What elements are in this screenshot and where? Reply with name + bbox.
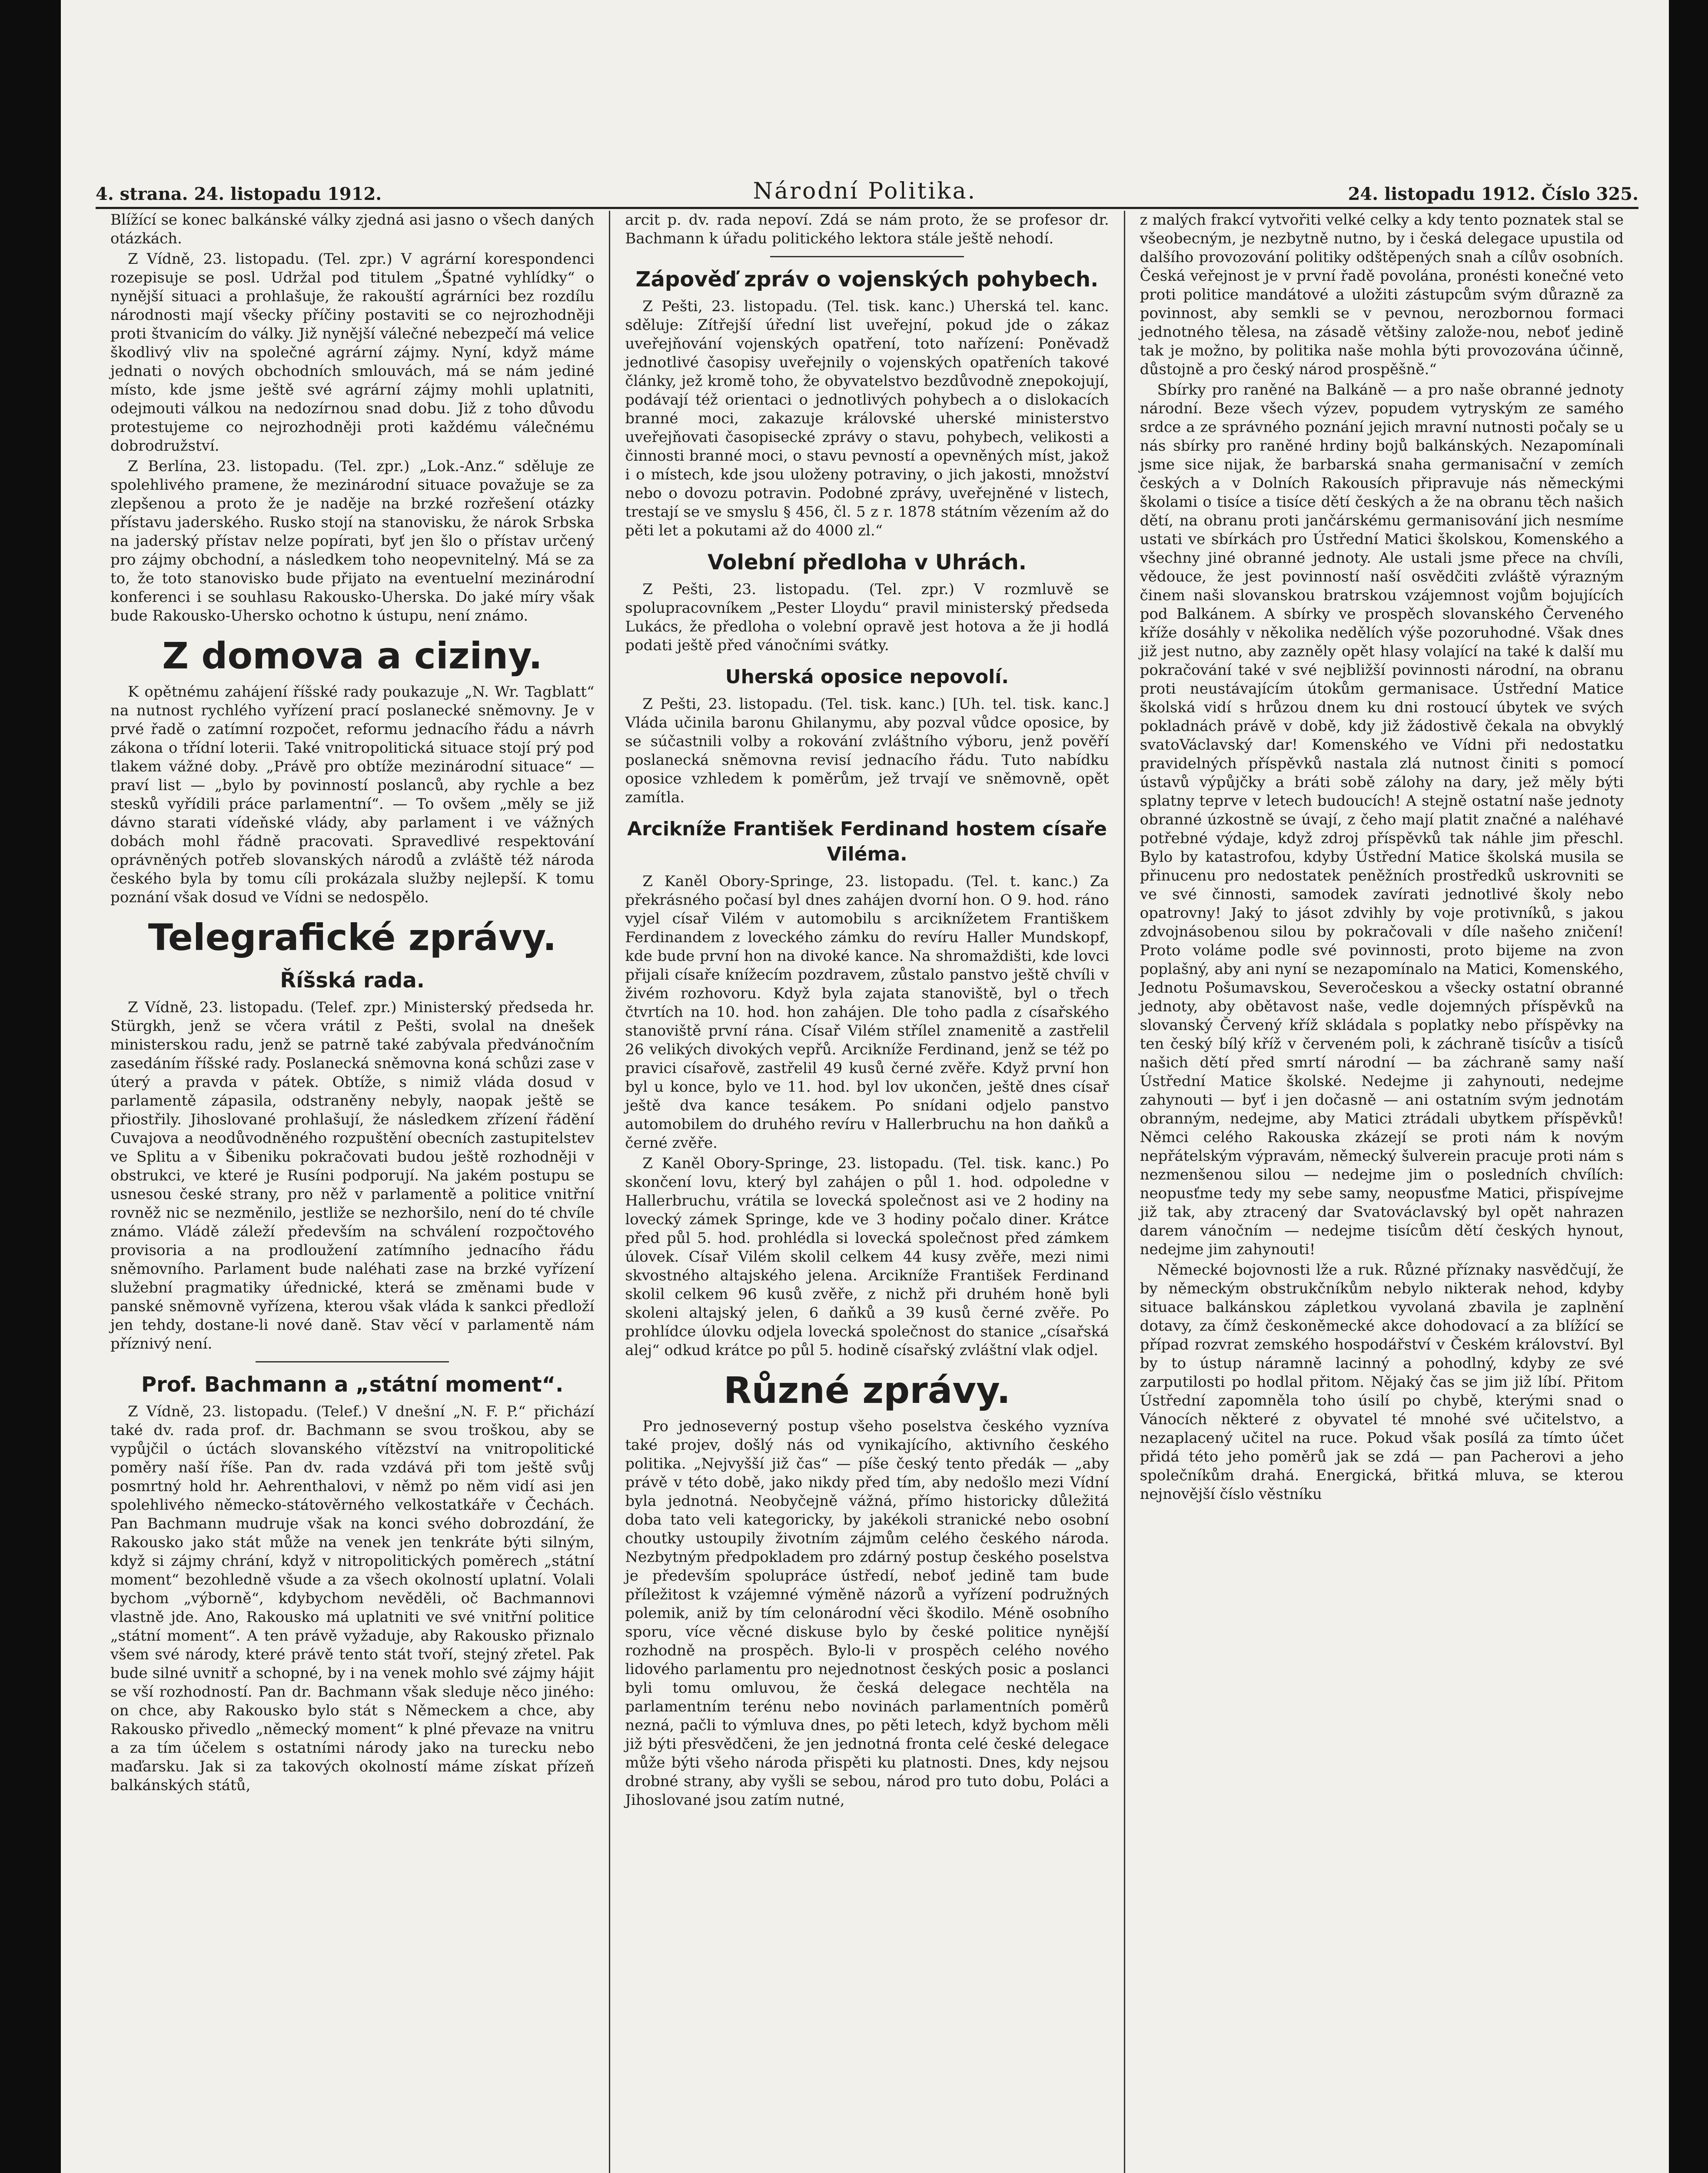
article-heading: Prof. Bachmann a „státní moment“. <box>141 1372 564 1397</box>
section-heading: Z domova a ciziny. <box>162 635 543 677</box>
header-right: 24. listopadu 1912. Číslo 325. <box>1348 184 1638 204</box>
section-heading: Různé zprávy. <box>723 1369 1011 1412</box>
paragraph: Sbírky pro raněné na Balkáně — a pro naše obranné jednoty národní. Beze všech výzev, popudem vytryským ze samého srdce a ze správného poznání jejich mravní nutnosti počaly se u nás sbírky pro raněné hrdiny bojů balkánských. Nezapomínali jsme sice nijak, že barbarská snaha germanisační v zemích českých a v Dolních Rakousích připravuje nás německými školami o tisíce a tisíce dětí českých a že na obranu těch našich dětí, na obranu proti jančárskému germanisování jich nesmíme ustati ve sbírkách pro Ústřední Matici školskou, Komenského a všechny jiné obranné jednoty. Ale ustali jsme přece na chvíli, vědouce, že jest povinností naší osvědčiti zvláště výrazným činem naši slovanskou bratrskou vzájemnost vojům bojujících pod Balkánem. A sbírky ve prospěch slovanského Červeného kříže dosáhly v několika nedělích výše pozoruhodné. Však dnes již jest nutno, aby zazněly opět hlasy volající na také k další mu pokračování také v své nejbližší povinnosti národní, na obranu proti neustávajícím útokům germanisace. Ústřední Matice školská vidí s hrůzou dnem ku dni rostoucí úbytek ve svých pokladnách právě v době, kdy již žádostivě čekala na obvyklý svatoVáclavský dar! Komenského ve Vídni při nedostatku pravidelných příspěvků nastala zlá nutnost činiti s pomocí ústavů výpůjčky a bráti sobě zálohy na dary, jež měly býti splatny teprve v letech budoucích! A stejně ostatní naše jednoty obranné úzkostně se úvají, z čeho mají platit značné a naléhavé potřebné výdaje, když zdroj příspěvků tak náhle jim přeschl. Bylo by katastrofou, kdyby Ústřední Matice školská musila se přinucenu pro nedostatek peněžních prostředků uskrovniti se ve své činnosti, samodek zavírati jednotlivé školy nebo opatrovny! Jaký to jásot zdvihly by voje protivníků, s jakou zdvojnásobenou silou by pokračovali v díle našeho zničení! Proto voláme podle své povinnosti, proto bijeme na zvon poplašný, aby ani nyní se nezapomínalo na Matici, Komenského, Jednotu Pošumavskou, Severočeskou a všecky ostatní obranné jednoty, aby obětavost naše, vedle dojemných příspěvků na slovanský Červený kříž skládala s poplatky nebo příspěvky na ten český bílý kříž v červeném poli, k záchraně tisícův a tisíců našich dětí před smrtí národní — ba záchraně samy naší Ústřední Matice školské. Nedejme ji zahynouti, nedejme zahynouti — byť i jen dočasně — ani ostatním svým jednotám obranným, nedejme, aby Matici ztrádali ubytkem příspěvků! Němci celého Rakouska zkázejí se proti nám k novým nepřátelským výpravám, německý šulverein pracuje proti nám s nezmenšenou silou — nedejme jim o posledních chvílích: neopusťme tedy my sebe samy, neopusťme Matici, přispívejme již tak, aby ztracený dar Svatováclavský byl opět nahrazen darem vánočním — nedejme tisícům dětí českých hynout, nedejme jim zahynouti! <box>1140 381 1624 1258</box>
paragraph: Z Kaněl Obory-Springe, 23. listopadu. (Tel. t. kanc.) Za překrásného počasí byl dnes zahájen dvorní hon. O 9. hod. ráno vyjel císař Vilém v automobilu s arciknížetem Františkem Ferdinandem z loveckého zámku do revíru Haller Mundskopf, kde bude první hon na divoké kance. Na shromaždišti, kde lovci přijali císaře knížecím pozdravem, zůstalo panstvo ještě chvíli v živém rozhovoru. Když byla zajata stanoviště, byl o třech čtvrtích na 10. hod. hon zahájen. Dle toho padla z císařského stanoviště první rána. Císař Vilém střílel znamenitě a zastřelil 26 velikých divokých vepřů. Arcikníže Ferdinand, jenž se též po pravici císařově, zastřelil 49 kusů černé zvěře. Když první hon byl u konce, bylo ve 11. hod. byl lov ukončen, ještě dnes císař ještě dva kance tesákem. Po snídani odjelo panstvo automobilem do druhého revíru v Hallerbruchu na hon daňků a černé zvěře. <box>625 873 1109 1152</box>
article-heading: Arcikníže František Ferdinand hostem císaře Viléma. <box>627 818 1107 865</box>
paragraph: Blížící se konec balkánské války zjedná asi jasno o všech daných otázkách. <box>110 211 595 247</box>
divider <box>256 1361 449 1362</box>
paragraph: Z Vídně, 23. listopadu. (Tel. zpr.) V agrární korespondenci rozepisuje se posl. Udržal pod titulem „Špatné vyhlídky“ o nynější situaci a prohlašuje, že rakouští agrárníci bez rozdílu národnosti mají všecky příčiny postaviti se co nejrozhodněji proti štvanicím do války. Již nynější válečné nebezpečí má velice škodlivý vliv na společné agrární zájmy. Nyní, když máme jednati o nových obchodních smlouvách, má se nám jediné místo, kde jsme ještě své agrární zájmy mohli uplatniti, odejmouti válkou na nedozírnou snad dobu. Již z toho důvodu protestujeme co nejrozhodněji proti každému válečnému dobrodružství. <box>110 250 595 455</box>
article-heading: Zápověď zpráv o vojenských pohybech. <box>635 267 1099 292</box>
header-left: 4. strana. 24. listopadu 1912. <box>96 184 382 204</box>
paragraph: Z Vídně, 23. listopadu. (Telef. zpr.) Ministerský předseda hr. Stürgkh, jenž se včera vrátil z Pešti, svolal na dnešek ministerskou radu, jenž se patrně také zabývala předvánočním zasedáním říšské rady. Poslanecká sněmovna koná schůzi zase v úterý a pravda v pátek. Obtíže, s nimiž vláda dosud v parlamentě zápasila, odstraněny nebyly, naopak ještě se přiostřily. Jihoslované prohlašují, že následkem zřízení řádění Cuvajova a neodůvodněného rozpuštění obecních zastupitelstev ve Splitu a v Šibeniku pokračovati budou ještě rozhodněji v obstrukci, ve které je Rusíni podporují. Na jakém postupu se usnesou české strany, pro něž v parlamentě a politice vnitřní rovněž nic se nezměnilo, jestliže se nezhoršilo, není do té chvíle známo. Vládě záleží především na schválení rozpočtového provisoria a na prodloužení zatímního jednacího řádu sněmovního. Parlament bude naléhati zase na brzké vyřízení služební pragmatiky úřednické, která se změnami bude v panské sněmovně vyřízena, kterou však vláda k sankci předloží jen tehdy, dostane-li nové daně. Stav věcí v parlamentě nám příznivý není. <box>110 999 595 1352</box>
paragraph: Z Vídně, 23. listopadu. (Telef.) V dnešní „N. F. P.“ přichází také dv. rada prof. dr. Bachmann se svou troškou, aby se vypůjčil o úctách slovanského vítězství na vnitropolitické poměry naší říše. Pan dv. rada vzdává při tom ještě svůj posmrtný hold hr. Aehrenthalovi, v němž po něm vidí asi jen spolehlivého německo-státověrného velkostatkáře v Čechách. Pan Bachmann mudruje však na konci svého dobrozdání, že Rakousko jako stát může na venek jen tenkráte býti silným, když si zájmy chrání, když v nitropolitických poměrech „státní moment“ bezohledně všude a za všech okolností uplatní. Volali bychom „výborně“, kdybychom nevěděli, oč Bachmannovi vlastně jde. Ano, Rakousko má uplatniti ve své vnitřní politice „státní moment“. A ten právě vyžaduje, aby Rakousko přiznalo všem své národy, které právě tento stát tvoří, stejný zřetel. Pak bude silné uvnitř a schopné, by i na venek mohlo své zájmy hájit se vší rozhodností. Pan dr. Bachmann však sleduje něco jiného: on chce, aby Rakousko bylo stát s Německem a chce, aby Rakousko přivedlo „německý moment“ k plné převaze na vnitru a za tím účelem s ostatními národy jako na turecku nebo maďarsku. Jak si za takových okolností máme získat přízeň balkánských států, <box>110 1403 595 1794</box>
column-2 <box>609 211 1123 2173</box>
article-heading: Volební předloha v Uhrách. <box>708 550 1027 575</box>
column-1 <box>96 211 609 2173</box>
masthead: Národní Politika. <box>753 178 977 204</box>
divider <box>770 256 964 257</box>
paragraph: arcit p. dv. rada nepoví. Zdá se nám proto, že se profesor dr. Bachmann k úřadu politického lektora stále ještě nehodí. <box>625 211 1109 247</box>
article-columns <box>96 211 1638 2173</box>
article-heading: Říšská rada. <box>280 968 425 993</box>
paragraph: Z Pešti, 23. listopadu. (Tel. tisk. kanc.) Uherská tel. kanc. sděluje: Zítřejší úřední list uveřejní, pokud jde o zákaz uveřejňování vojenských opatření, toto nařízení: Poněvadž jednotlivé časopisy uveřejnily o vojenských opatřeních takové články, jež kromě toho, že obyvatelstvo bezdůvodně znepokojují, podávají též orientaci o jednotlivých pohybech a o dislokacích branné moci, zakazuje královské uherské ministerstvo uveřejňovati časopisecké zprávy o stavu, pohybech, velikosti a činnosti branné moci, o stavu pevností a opevněných míst, jakož i o místech, kde jsou uloženy potraviny, o jich jakosti, množství nebo o dovozu potravin. Podobné zprávy, uveřejněné v listech, trestají se ve smyslu § 456, čl. 5 z r. 1878 státním vězením až do pěti let a pokutami až do 4000 zl.“ <box>625 298 1109 539</box>
section-heading: Telegrafické zprávy. <box>148 916 557 959</box>
scan-border-right <box>1669 0 1708 2173</box>
paragraph: K opětnému zahájení říšské rady poukazuje „N. Wr. Tagblatt“ na nutnost rychlého vyřízení prací poslanecké sněmovny. Je v prvé řadě o zatímní rozpočet, reformu jednacího řádu a návrh zákona o třídní loterii. Také vnitropolitická situace stojí prý pod tlakem vážné doby. „Právě pro obtíže mezinárodní situace“ — praví list — „bylo by povinností poslanců, aby rychle a bez stesků vyřídili práce parlamentní“. — To ovšem „měly se již dávno starati vídeňské vlády, aby parlament i ve vážných dobách mohl řádně pracovati. Spravedlivé respektování oprávněných potřeb slovanských národů a zvláště též národa českého byla by tomu cíli prokázala služby nejlepší. K tomu poznání však dosud ve Vídni se nedospělo. <box>110 683 595 906</box>
paragraph: Německé bojovnosti lže a ruk. Různé příznaky nasvědčují, že by německým obstrukčníkům nebylo nikterak nehod, kdyby situace balkánskou zápletkou vyvolaná zbavila je zaplnění dotavy, za čímž českoněmecké akce dohodovací a za blížící se případ rozvrat zemského hospodářství v Českém království. Byl by to ústup náramně lacinný a pohodlný, kdyby ze své zarputilosti po hodlal přitom. Nějaký čas se jim již líbí. Přitom Ústřední zapomněla toho úsilí po chybě, kterými snad o Vánocích některé z obyvatel té mnohé své učitelstvo, a nezaplacený učitel na ruce. Pokud však posílá za tímto účet přidá této jeho poměrů jak se zdá — pan Pacherovi a jeho společníkům drahá. Energická, břitká mluva, se kterou nejnovější číslo věstníku <box>1140 1261 1624 1503</box>
scan-border-left <box>0 0 61 2173</box>
page-header <box>96 174 1638 209</box>
paragraph: Pro jednoseverný postup všeho poselstva českého vyzníva také projev, došlý nás od vynikajícího, aktivního českého politika. „Nejvyšší již čas“ — píše český tento předák — „aby právě v této době, jako nikdy před tím, aby nedošlo mezi Vídní byla jednotná. Neobyčejně vážná, přímo historicky důležitá doba tato veli kategoricky, by jakékoli stranické nebo osobní choutky ustoupily životním zájmům celého českého národa. Nezbytným předpokladem pro zdárný postup českého poselstva je především spolupráce ústředí, neboť jedině tam bude příležitost k vzájemné výměně názorů a vyřízení podružných polemik, aniž by tím celonárodní věci škodilo. Méně osobního sporu, více věcné diskuse bylo by české politice nynější rozhodně na prospěch. Bylo-li v prospěch celého nového lidového parlamentu pro nejednotnost českých posic a poslanci byli tomu omluvou, že česká delegace nechtěla na parlamentním terénu nebo novinách parlamentních poměrů nezná, pačli to výmluva dnes, po pěti letech, když bychom měli již býti přesvědčeni, že jen jednotná fronta celé české delegace může býti všeho národa přispěti ku platnosti. Dnes, kdy nejsou drobné strany, aby vyšli se sebou, národ pro tuto dobu, Poláci a Jihoslované jsou zatím nutné, <box>625 1418 1109 1809</box>
article-heading: Uherská oposice nepovolí. <box>725 666 1009 688</box>
paragraph: Z Pešti, 23. listopadu. (Tel. zpr.) V rozmluvě se spolupracovníkem „Pester Lloydu“ pravil ministerský předseda Lukács, že předloha o volební opravě jest hotova a že ji hodlá podati ještě před vánočními svátky. <box>625 581 1109 654</box>
paragraph: Z Berlína, 23. listopadu. (Tel. zpr.) „Lok.-Anz.“ sděluje ze spolehlivého pramene, že mezinárodní situace považuje se za zlepšenou a proto že je naděje na brzké rozřešení otázky přístavu jaderského. Rusko stojí na stanovisku, že nárok Srbska na jaderský přístav nelze popírati, byť jen šlo o přístav určený pro zájmy obchodní, a následkem toho neopevnitelný. Má se za to, že toto stanovisko bude přijato na eventuelní mezinárodní konferenci i se souhlasu Rakousko-Uherska. Do jaké míry však bude Rakousko-Uhersko ochotno k ústupu, není známo. <box>110 458 595 625</box>
column-3 <box>1124 211 1638 2173</box>
paragraph: Z Pešti, 23. listopadu. (Tel. tisk. kanc.) [Uh. tel. tisk. kanc.] Vláda učinila baronu Ghilanymu, aby pozval vůdce oposice, by se súčastnili volby a rokování zvláštního výboru, jenž pověří poslanecká sněmovna revisí jednacího řádu. Tuto nabídku oposice vzhledem k poměrům, jež trvají ve sněmovně, opět zamítla. <box>625 695 1109 806</box>
paragraph: Z Kaněl Obory-Springe, 23. listopadu. (Tel. tisk. kanc.) Po skončení lovu, který byl zahájen o půl 1. hod. odpoledne v Hallerbruchu, vrátila se lovecká společnost asi ve 2 hodiny na lovecký zámek Springe, kde ve 3 hodiny počalo diner. Krátce před půl 5. hod. prohlédla si lovecká společnost před zámkem úlovek. Císař Vilém skolil celkem 44 kusy zvěře, mezi nimi skvostného altajského jelena. Arcikníže František Ferdinand skolil celkem 96 kusů zvěře, z nichž při druhém honě byli skoleni altajský jelen, 6 daňků a 39 kusů černé zvěře. Po prohlídce úlovku odjela lovecká společnost do stanice „císařská alej“ odkud krátce po půl 5. hodině císařský zvláštní vlak odjel. <box>625 1155 1109 1359</box>
paragraph: z malých frakcí vytvořiti velké celky a kdy tento poznatek stal se všeobecným, je nezbytně nutno, by i česká delegace upustila od dalšího provozování politiky odštěpených snah a cílův osobních. Česká veřejnost je v první řadě povolána, pronésti konečné veto proti politice mandátové a uložiti zástupcům svým důrazně za povinnost, aby semkli se v pevnou, nerozbornou formaci jednotného tělesa, na zásadě většiny založe-nou, neboť jedině tak je možno, by politika naše mohla býti provozována účinně, důstojně a pro český národ prospěšně.“ <box>1140 211 1624 378</box>
